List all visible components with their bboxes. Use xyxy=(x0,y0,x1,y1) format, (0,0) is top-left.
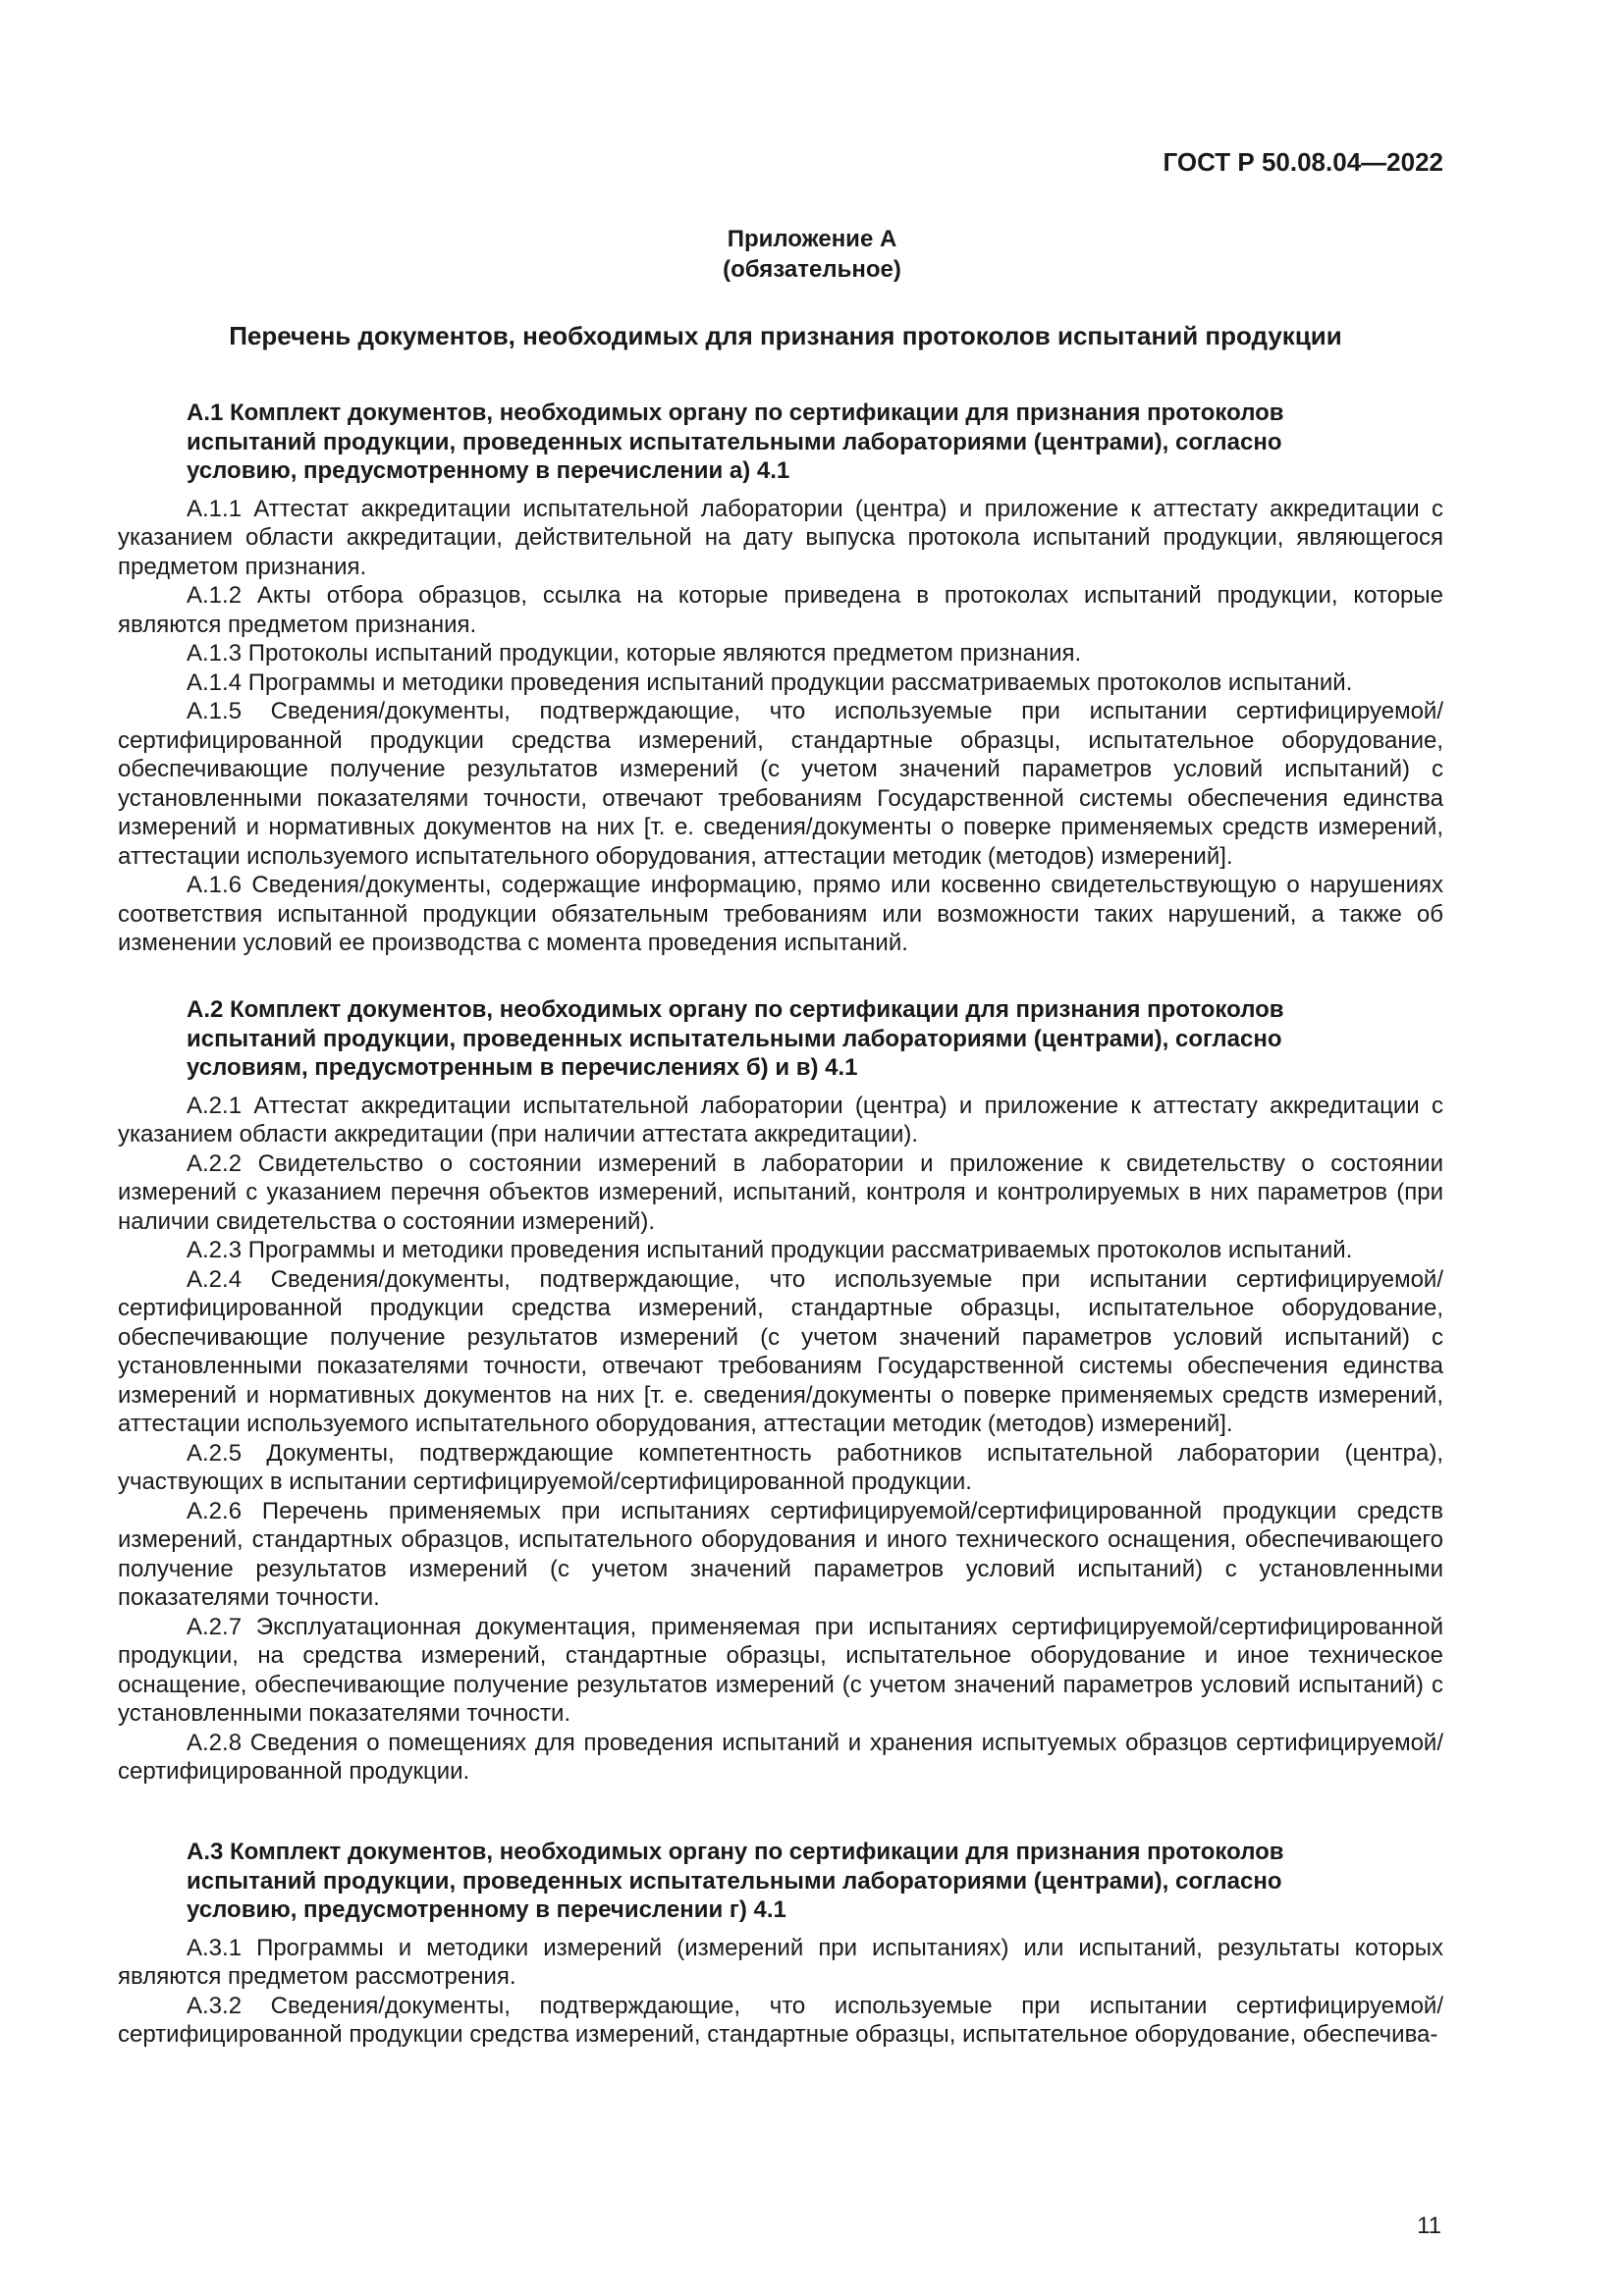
paragraph-a1-4: А.1.4 Программы и методики проведения испытаний продукции рассматриваемых протоколов испытаний. xyxy=(187,668,1353,696)
paragraph-a1-3: А.1.3 Протоколы испытаний продукции, которые являются предметом признания. xyxy=(187,640,1082,667)
paragraph-a2-2: А.2.2 Свидетельство о состоянии измерений в лаборатории и приложение к свидетельству о состоянии измерений с указанием перечня объектов измерений, испытаний, контроля и контролируемых в них параметров (при наличии свидетельства о состоянии измерений). xyxy=(118,1149,1443,1235)
standard-designation: ГОСТ Р 50.08.04—2022 xyxy=(1163,147,1443,177)
section-a3 xyxy=(118,1838,1443,2050)
paragraph-a2-4: А.2.4 Сведения/документы, подтверждающие, что используемые при испытании сертифицируемой/сертифицированной продукции средства измерений, стандартные образцы, испытательное оборудование, обеспечивающие получение результатов измерений (с учетом значений параметров условий испытаний) с установленными показателями точности, отвечают требованиям Государственной системы обеспечения единства измерений и нормативных документов на них [т. е. сведения/документы о поверке применяемых средств измерений, аттестации используемого испытательного оборудования, аттестации методик (методов) измерений]. xyxy=(118,1265,1443,1437)
section-a1 xyxy=(118,399,1443,958)
paragraph-a3-1: А.3.1 Программы и методики измерений (измерений при испытаниях) или испытаний, результаты которых являются предметом рассмотрения. xyxy=(118,1934,1443,1990)
section-heading: А.2 Комплект документов, необходимых органу по сертификации для признания протоколов испытаний продукции, проведенных испытательными лабораториями (центрами), согласно условиям, предусмотренным в перечислениях б) и в) 4.1 xyxy=(187,996,1284,1081)
paragraph-a2-6: А.2.6 Перечень применяемых при испытаниях сертифицируемой/сертифицированной продукции средств измерений, стандартных образцов, испытательного оборудования и иного технического оснащения, обеспечивающего получение результатов измерений (с учетом значений параметров условий испытаний) с установленными показателями точности. xyxy=(118,1497,1443,1611)
section-heading: А.3 Комплект документов, необходимых органу по сертификации для признания протоколов испытаний продукции, проведенных испытательными лабораториями (центрами), согласно условию, предусмотренному в перечислении г) 4.1 xyxy=(187,1839,1284,1923)
annex-status: (обязательное) xyxy=(723,256,901,283)
paragraph-a2-3: А.2.3 Программы и методики проведения испытаний продукции рассматриваемых протоколов испытаний. xyxy=(187,1237,1353,1263)
paragraph-a2-8: А.2.8 Сведения о помещениях для проведения испытаний и хранения испытуемых образцов сертифицируемой/сертифицированной продукции. xyxy=(118,1729,1443,1785)
paragraph-a1-1: А.1.1 Аттестат аккредитации испытательной лаборатории (центра) и приложение к аттестату аккредитации с указанием области аккредитации, действительной на дату выпуска протокола испытаний продукции, являющегося предметом признания. xyxy=(118,495,1443,580)
annex-title: Приложение А xyxy=(727,226,897,252)
page-number: 11 xyxy=(1417,2213,1441,2239)
paragraph-a1-2: А.1.2 Акты отбора образцов, ссылка на которые приведена в протоколах испытаний продукции, которые являются предметом признания. xyxy=(118,582,1443,638)
paragraph-a2-7: А.2.7 Эксплуатационная документация, применяемая при испытаниях сертифицируемой/сертифицированной продукции, на средства измерений, стандартные образцы, испытательное оборудование и иное техническое оснащение, обеспечивающие получение результатов измерений (с учетом значений параметров условий испытаний) с установленными показателями точности. xyxy=(118,1613,1443,1727)
paragraph-a1-6: А.1.6 Сведения/документы, содержащие информацию, прямо или косвенно свидетельствующую о нарушениях соответствия испытанной продукции обязательным требованиям или возможности таких нарушений, а также об изменении условий ее производства с момента проведения испытаний. xyxy=(118,872,1443,956)
annex-label xyxy=(0,224,1624,285)
section-heading: А.1 Комплект документов, необходимых органу по сертификации для признания протоколов испытаний продукции, проведенных испытательными лабораториями (центрами), согласно условию, предусмотренному в перечислении а) 4.1 xyxy=(187,400,1284,484)
annex-heading: Перечень документов, необходимых для признания протоколов испытаний продукции xyxy=(229,321,1342,350)
paragraph-a2-1: А.2.1 Аттестат аккредитации испытательной лаборатории (центра) и приложение к аттестату аккредитации с указанием области аккредитации (при наличии аттестата аккредитации). xyxy=(118,1092,1443,1148)
paragraph-a3-2: А.3.2 Сведения/документы, подтверждающие, что используемые при испытании сертифицируемой/сертифицированной продукции средства измерений, стандартные образцы, испытательное оборудование, обеспечива- xyxy=(118,1992,1443,2048)
section-a2 xyxy=(118,995,1443,1787)
paragraph-a1-5: А.1.5 Сведения/документы, подтверждающие, что используемые при испытании сертифицируемой/сертифицированной продукции средства измерений, стандартные образцы, испытательное оборудование, обеспечивающие получение результатов измерений (с учетом значений параметров условий испытаний) с установленными показателями точности, отвечают требованиям Государственной системы обеспечения единства измерений и нормативных документов на них [т. е. сведения/документы о поверке применяемых средств измерений, аттестации используемого испытательного оборудования, аттестации методик (методов) измерений]. xyxy=(118,698,1443,870)
paragraph-a2-5: А.2.5 Документы, подтверждающие компетентность работников испытательной лаборатории (центра), участвующих в испытании сертифицируемой/сертифицированной продукции. xyxy=(118,1439,1443,1495)
